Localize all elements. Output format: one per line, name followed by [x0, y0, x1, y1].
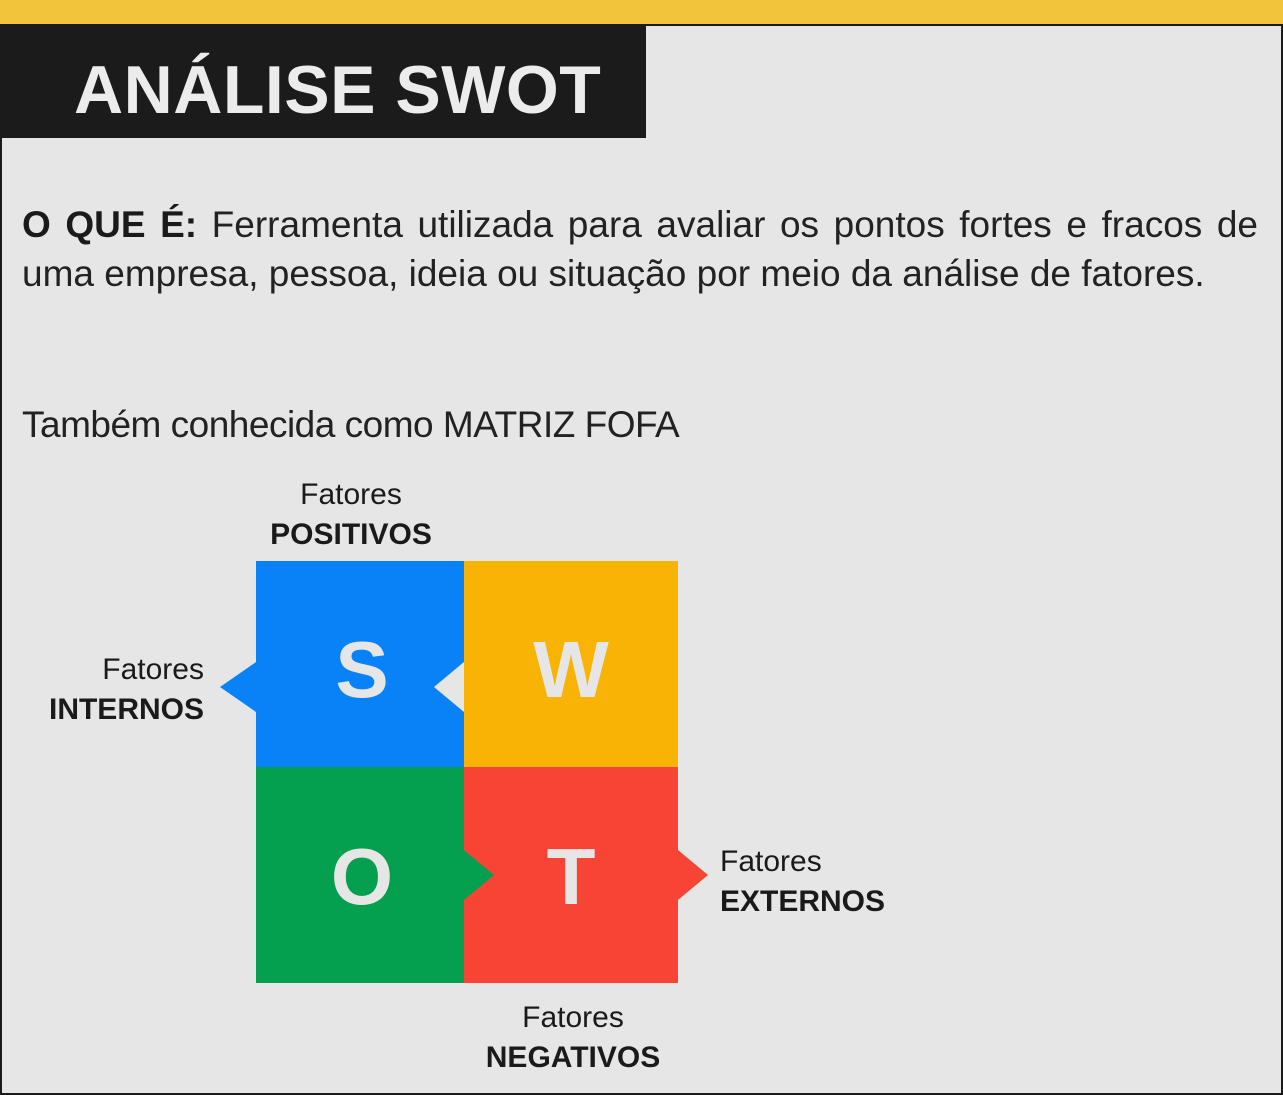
quadrant-t-letter: T	[546, 832, 596, 921]
factor-external-prefix: Fatores	[720, 845, 822, 878]
factor-positive-label: POSITIVOS	[270, 518, 432, 551]
factor-external-label: EXTERNOS	[720, 885, 886, 918]
quadrant-s-letter: S	[335, 625, 389, 714]
factor-negative-label: NEGATIVOS	[485, 1041, 661, 1074]
description-text: Ferramenta utilizada para avaliar os pontos fortes e fracos de uma empresa, pessoa, ideia ou situação por meio da análise de fatores.	[22, 204, 1258, 294]
factor-positive-prefix: Fatores	[300, 478, 402, 511]
quadrant-o-letter: O	[330, 832, 394, 921]
factor-internal-label: INTERNOS	[48, 693, 204, 726]
factor-negative-prefix: Fatores	[522, 1001, 624, 1034]
page-title: ANÁLISE SWOT	[74, 52, 602, 128]
description-label: O QUE É:	[22, 204, 198, 245]
factor-internal-prefix: Fatores	[102, 653, 204, 686]
quadrant-w-letter: W	[533, 625, 609, 714]
also-known-as: Também conhecida como MATRIZ FOFA	[22, 404, 680, 445]
